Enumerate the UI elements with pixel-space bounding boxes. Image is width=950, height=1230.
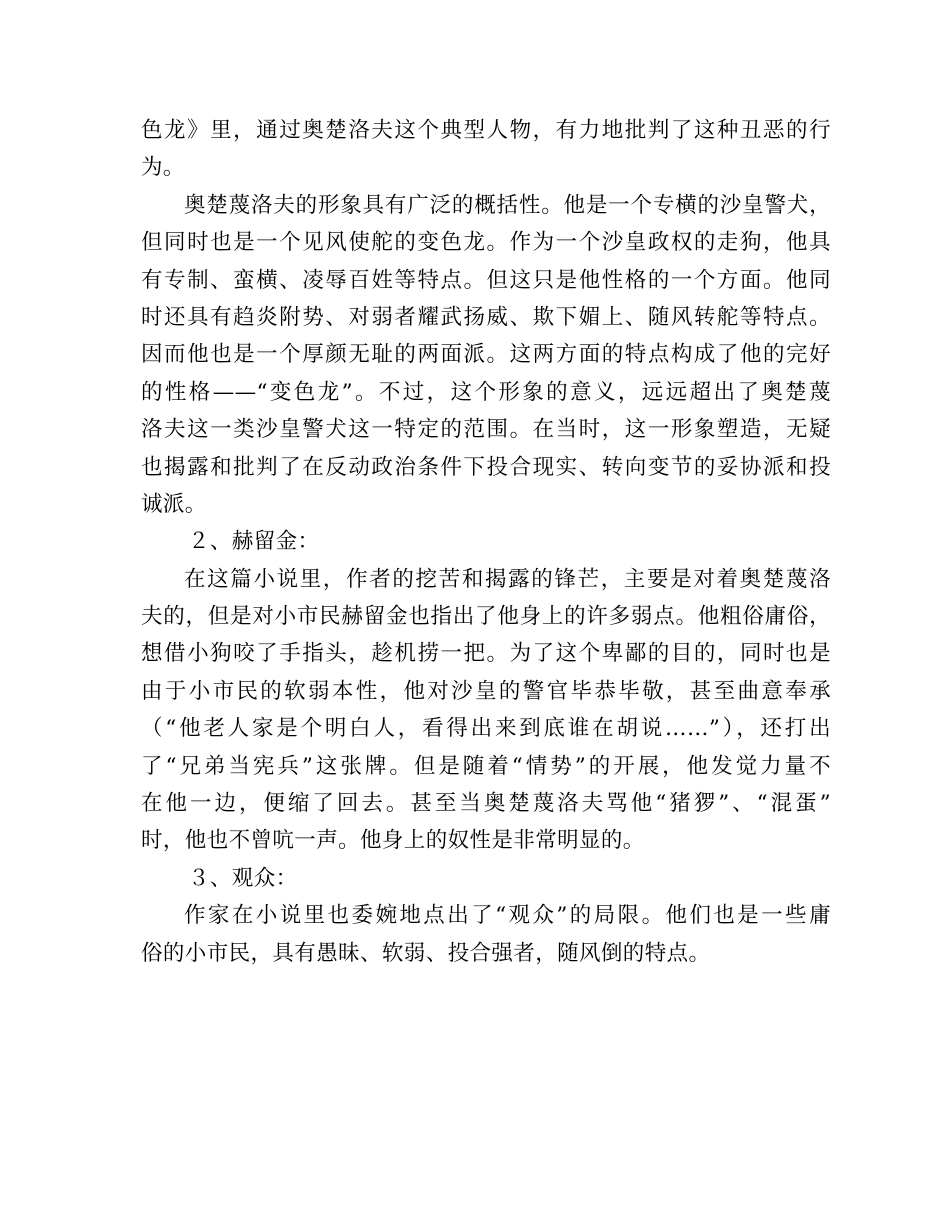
paragraph-line: 为。 — [141, 155, 185, 181]
paragraph-line: 在他一边，便缩了回去。甚至当奥楚蔑洛夫骂他“猪猡”、“混蛋” — [141, 791, 831, 817]
paragraph-line: 洛夫这一类沙皇警犬这一特定的范围。在当时，这一形象塑造，无疑 — [141, 417, 831, 443]
paragraph-line: 色龙》里，通过奥楚洛夫这个典型人物，有力地批判了这种丑恶的行 — [141, 118, 831, 143]
section-heading: ２、赫留金： — [188, 529, 320, 555]
paragraph-line: 有专制、蛮横、凌辱百姓等特点。但这只是他性格的一个方面。他同 — [141, 267, 831, 293]
paragraph-line: 在这篇小说里，作者的挖苦和揭露的锋芒，主要是对着奥楚蔑洛 — [184, 566, 831, 592]
paragraph-line: 了“兄弟当宪兵”这张牌。但是随着“情势”的开展，他发觉力量不 — [141, 753, 831, 779]
paragraph-line: 的性格——“变色龙”。不过，这个形象的意义，远远超出了奥楚蔑 — [141, 379, 831, 405]
paragraph-line: 由于小市民的软弱本性，他对沙皇的警官毕恭毕敬，甚至曲意奉承 — [141, 678, 831, 704]
paragraph-line: 夫的，但是对小市民赫留金也指出了他身上的许多弱点。他粗俗庸俗， — [141, 604, 831, 630]
paragraph-line: 想借小狗咬了手指头，趁机捞一把。为了这个卑鄙的目的，同时也是 — [141, 641, 831, 667]
document-page — [141, 112, 831, 972]
section-heading: ３、观众： — [188, 865, 298, 891]
paragraph-line: 作家在小说里也委婉地点出了“观众”的局限。他们也是一些庸 — [184, 903, 831, 929]
paragraph-line: 诚派。 — [141, 491, 207, 517]
paragraph-line: 时还具有趋炎附势、对弱者耀武扬威、欺下媚上、随风转舵等特点。 — [141, 304, 831, 330]
paragraph-line: （“他老人家是个明白人，看得出来到底谁在胡说……”），还打出 — [141, 716, 831, 742]
paragraph-line: 因而他也是一个厚颜无耻的两面派。这两方面的特点构成了他的完好 — [141, 342, 831, 368]
paragraph-line: 时，他也不曾吭一声。他身上的奴性是非常明显的。 — [141, 828, 645, 854]
paragraph-line: 奥楚蔑洛夫的形象具有广泛的概括性。他是一个专横的沙皇警犬， — [184, 192, 831, 218]
paragraph-line: 但同时也是一个见风使舵的变色龙。作为一个沙皇政权的走狗，他具 — [141, 230, 831, 256]
paragraph-line: 也揭露和批判了在反动政治条件下投合现实、转向变节的妥协派和投 — [141, 454, 831, 480]
paragraph-line: 俗的小市民，具有愚昧、软弱、投合强者，随风倒的特点。 — [141, 940, 711, 966]
